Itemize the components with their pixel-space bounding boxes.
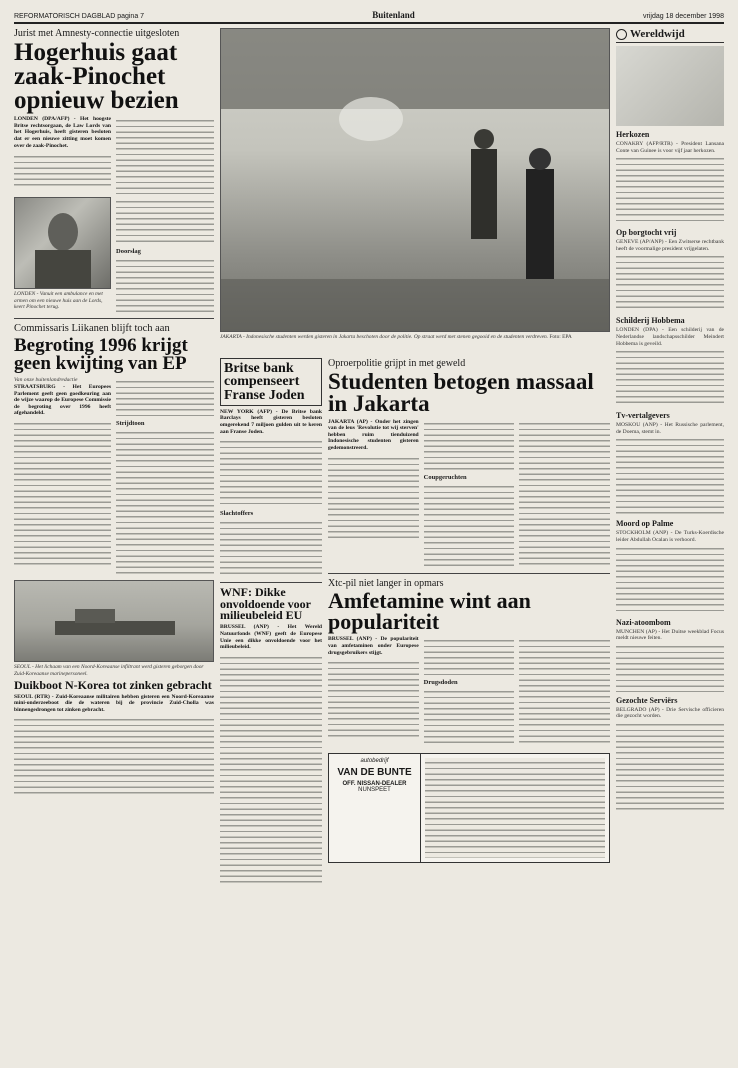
barclays-box	[220, 358, 322, 406]
sidebar-title: Wereldwijd	[630, 28, 685, 40]
art1-sub: Doorslag	[116, 248, 141, 256]
art7-headline: WNF: Dikke onvoldoende voor milieubeleid EU	[220, 585, 311, 623]
art4-headline: Studenten betogen massaal in Jakarta	[328, 369, 594, 416]
body-text	[519, 419, 610, 569]
sidebar-item-text: BELGRADO (AP) - Drie Servische officieren die gezocht worden.	[616, 706, 724, 720]
pinochet-photo	[14, 197, 111, 289]
body-text	[424, 636, 515, 676]
art9-lead: BRUSSEL (ANP) - De populariteit van amfetaminen onder Europese drugsgebruikers stijgt.	[328, 636, 419, 656]
art9-kicker: Xtc-pil niet langer in opmars	[328, 577, 444, 589]
body-text	[616, 252, 724, 312]
sidebar-item-text: MOSKOU (ANP) - Het Russische parlement, de Doema, stemt in.	[616, 422, 724, 435]
ad-name: VAN DE BUNTE	[337, 767, 412, 779]
sidebar-column	[616, 28, 724, 1056]
jakarta-caption-text: JAKARTA - Indonesische studenten werden gisteren in Jakarta beschoten door de politie. Op straat werd met stenen gegooid en de studenten verdreven.	[220, 334, 549, 340]
section-title: Buitenland	[372, 10, 415, 20]
art2-kicker: Commissaris Liikanen blijft toch aan	[14, 323, 170, 335]
seoul-photo	[14, 580, 214, 662]
body-text	[220, 437, 322, 507]
main-photo-block	[220, 28, 610, 350]
sidebar-item-head: Tv-vertalgevers	[616, 411, 670, 421]
center-right-column	[328, 358, 610, 1058]
sidebar-item-head: Nazi-atoombom	[616, 617, 671, 627]
body-text	[116, 116, 214, 194]
art8-lead: SEOUL (RTR) - Zuid-Koreaanse militairen hebben gisteren een Noord-Koreaanse mini-onderzeeboot die de wateren bij de provincie Zuid-Cholla was binnengedrongen tot zinken gebracht.	[14, 693, 214, 713]
seoul-caption: SEOUL - Het lichaam van een Noord-Koreaanse infiltrant werd gisteren geborgen door Zuid-Koreaanse marinepersoneel.	[14, 664, 204, 677]
body-text	[519, 636, 610, 746]
body-text	[14, 152, 111, 190]
left-column	[14, 28, 214, 1056]
art1-headline: Hogerhuis gaat zaak-Pinochet opnieuw bezien	[14, 39, 179, 114]
body-text	[220, 518, 322, 578]
jakarta-caption	[220, 334, 610, 340]
art2-byline: Van onze buitenlandredactie	[14, 377, 78, 384]
body-text	[116, 197, 214, 245]
sidebar-item-text: GENEVE (AP/ANP) - Een Zwitserse rechtbank heeft de voormalige president vrijgelaten.	[616, 239, 724, 252]
masthead-date: vrijdag 18 december 1998	[643, 13, 724, 20]
art3-lead: NEW YORK (AFP) - De Britse bank Barclays heeft gisteren besloten omgerekend 7 miljoen gulden uit te keren aan Franse Joden.	[220, 408, 322, 435]
sidebar-item-head: Gezochte Serviërs	[616, 695, 678, 705]
body-text	[328, 658, 419, 738]
art9-sub: Drugsdoden	[423, 679, 458, 687]
art4-lead: JAKARTA (AP) - Onder het zingen van de leus 'Revolutie tot wij sterven' hebben ruim tienduizend Indonesische studenten gisteren gedemonstreerd.	[328, 418, 419, 452]
masthead-left: REFORMATORISCH DAGBLAD pagina 7	[14, 13, 145, 20]
sidebar-item-text: MUNCHEN (AP) - Het Duitse weekblad Focus meldt nieuwe feiten.	[616, 628, 724, 642]
vandebunte-ad	[328, 753, 610, 863]
body-text	[424, 687, 515, 747]
body-text	[116, 428, 214, 576]
body-text	[424, 419, 515, 471]
sidebar-item-head: Schilderij Hobbema	[616, 316, 685, 326]
masthead	[14, 10, 724, 24]
center-left-column	[220, 358, 322, 1058]
art7-lead: BRUSSEL (ANP) - Het Wereld Natuurfonds (WNF) geeft de Europese Unie een dikke onvoldoende voor het milieubeleid.	[220, 624, 322, 651]
ad-city: NUNSPEET	[358, 787, 391, 794]
ad-brand: autobedrijf	[360, 758, 389, 765]
art4-kicker: Oproerpolitie grijpt in met geweld	[328, 358, 466, 369]
photo-caption: LONDEN - Vanuit een ambulance en met armen om een nieuwe huis aan de Lords, keert Pinochet terug.	[14, 291, 103, 311]
art3-headline: Britse bank compenseert Franse Joden	[224, 361, 305, 403]
sidebar-item-text: CONAKRY (AFP/RTR) - President Lansana Conte van Guinee is voor vijf jaar herkozen.	[616, 141, 724, 154]
art9-headline: Amfetamine wint aan populariteit	[328, 587, 531, 634]
body-text	[616, 642, 724, 692]
art1-kicker: Jurist met Amnesty-connectie uitgesloten	[14, 28, 180, 39]
ad-dealer: OFF. NISSAN-DEALER	[342, 781, 407, 788]
body-text	[616, 435, 724, 515]
body-text	[328, 454, 419, 540]
art2-sub: Strijdtoon	[116, 420, 145, 428]
body-text	[424, 482, 515, 568]
ad-listings	[425, 758, 605, 858]
world-map	[616, 46, 724, 126]
sidebar-item-text: STOCKHOLM (ANP) - De Turks-Koerdische leider Abdullah Ocalan is verhoord.	[616, 530, 724, 543]
body-text	[14, 419, 111, 569]
art2-headline: Begroting 1996 krijgt geen kwijting van EP	[14, 335, 188, 375]
art3-sub: Slachtoffers	[220, 510, 254, 518]
sidebar-item-text: LONDEN (DPA) - Een schilderij van de Nederlandse landschapsschilder Meindert Hobbema is geveild.	[616, 327, 724, 347]
body-text	[14, 715, 214, 795]
art1-lead: LONDEN (DPA/AFP) - Het hoogste Britse rechtsorgaan, de Law Lords van het Hogerhuis, heeft gisteren besloten dat er een nieuwe zitting moet komen over de zaak-Pinochet.	[14, 116, 111, 149]
jakarta-photo	[220, 28, 610, 332]
body-text	[616, 154, 724, 224]
wereldwijd-header	[616, 28, 724, 43]
sidebar-item-head: Moord op Palme	[616, 519, 674, 529]
art4-sub: Coupgeruchten	[423, 473, 467, 481]
photo-credit: Foto: EPA	[549, 334, 572, 340]
body-text	[116, 377, 214, 417]
sidebar-item-head: Op borgtocht vrij	[616, 228, 677, 238]
body-text	[616, 347, 724, 407]
art2-lead: STRAATSBURG - Het Europees Parlement geeft geen goedkeuring aan de wijze waarop de Europese Commissie de begroting over 1996 heeft afgehandeld.	[14, 383, 111, 417]
art8-headline: Duikboot N-Korea tot zinken gebracht	[14, 678, 212, 693]
body-text	[616, 544, 724, 614]
body-text	[616, 720, 724, 810]
globe-icon	[616, 29, 627, 40]
sidebar-item-head: Herkozen	[616, 130, 650, 139]
body-text	[116, 256, 214, 314]
body-text	[220, 653, 322, 883]
